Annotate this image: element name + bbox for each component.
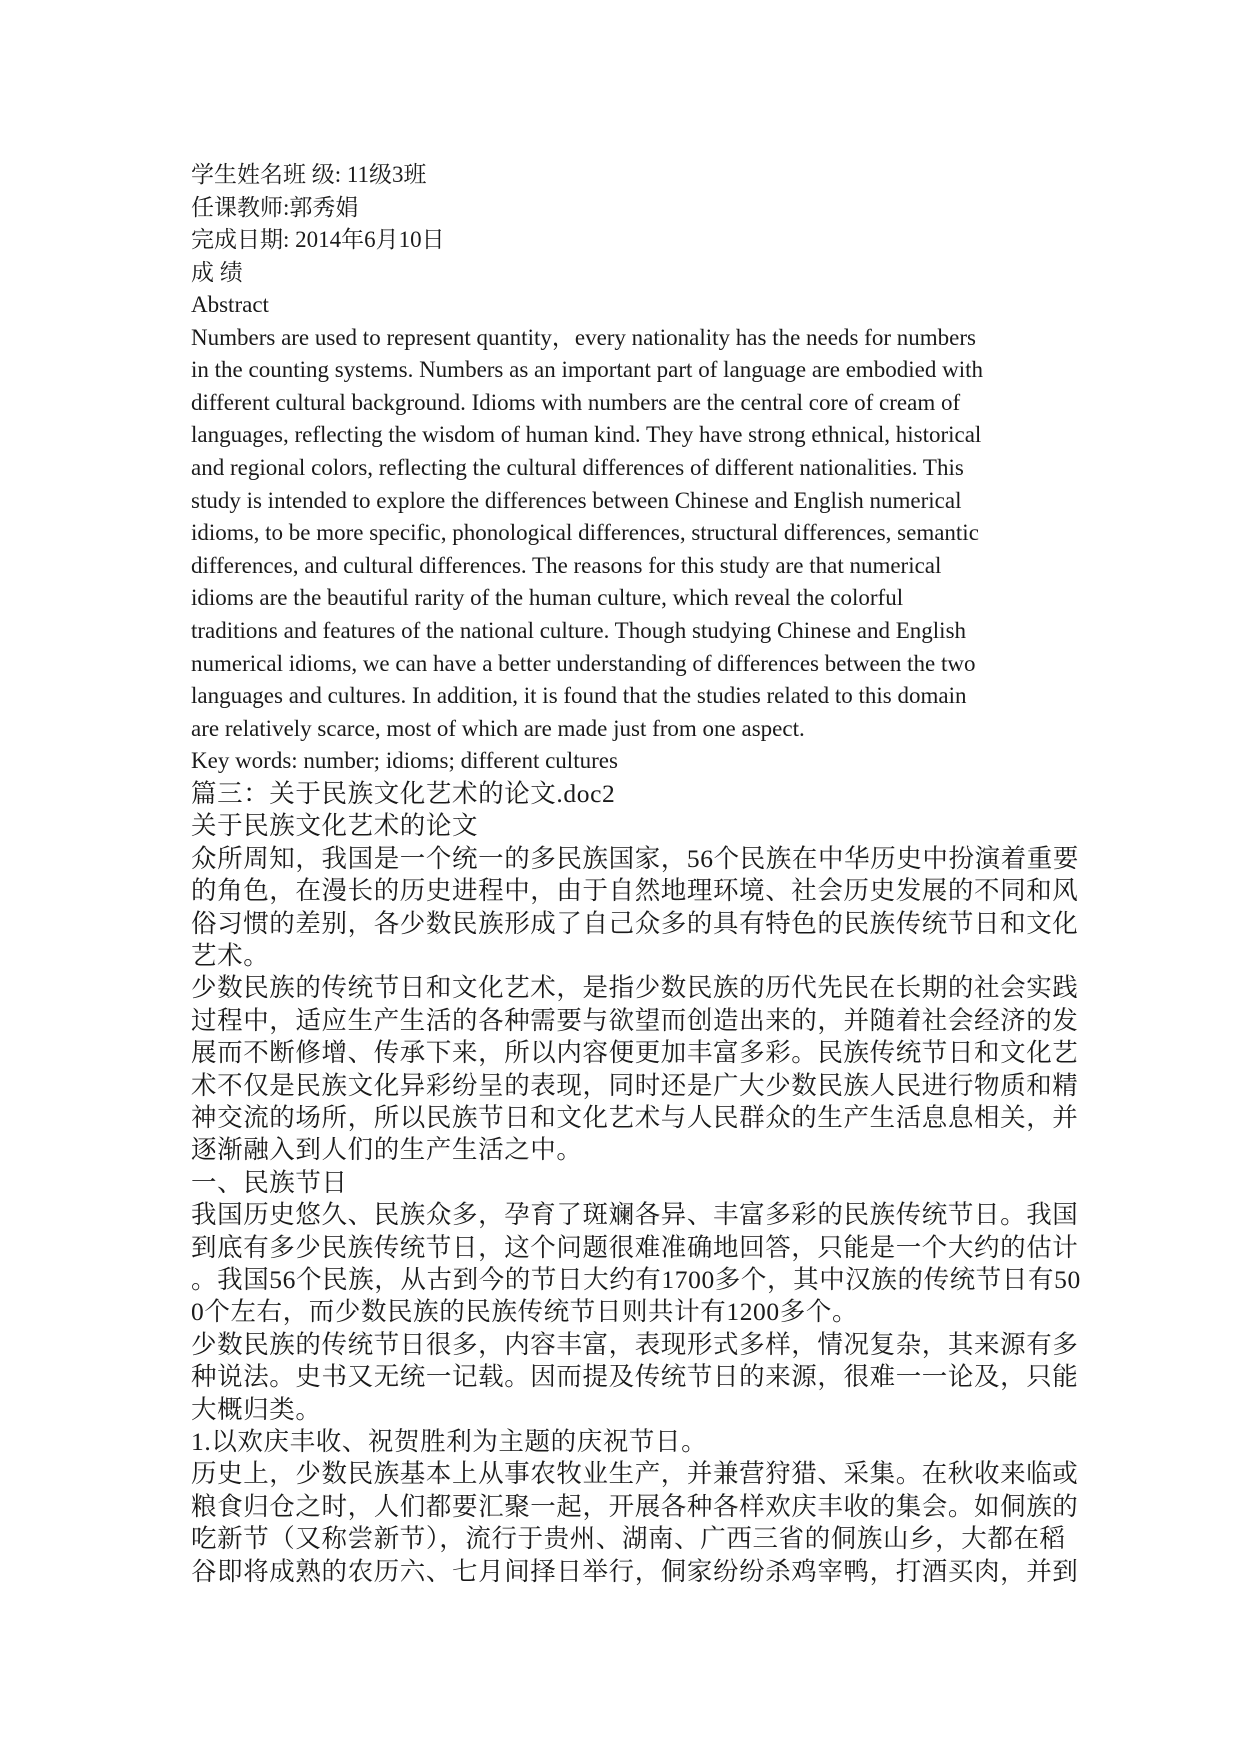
paragraph-origins — [191, 1329, 1079, 1426]
paragraph-line: 谷即将成熟的农历六、七月间择日举行，侗家纷纷杀鸡宰鸭，打酒买肉，并到 — [191, 1556, 1079, 1586]
paragraph-line: 大概归类。 — [191, 1394, 322, 1424]
paragraph-line: 艺术。 — [191, 940, 270, 970]
abstract-line: in the counting systems. Numbers as an important part of language are embodied with — [191, 357, 984, 383]
abstract-line: different cultural background. Idioms with numbers are the central core of cream of — [191, 389, 961, 415]
paragraph-line: 到底有多少民族传统节日，这个问题很难准确地回答，只能是一个大约的估计 — [191, 1232, 1079, 1262]
paragraph-line: 吃新节（又称尝新节），流行于贵州、湖南、广西三省的侗族山乡，大都在稻 — [191, 1524, 1066, 1554]
abstract-line: idioms, to be more specific, phonological differences, structural differences, semantic — [191, 520, 979, 546]
paragraph-line: 术不仅是民族文化异彩纷呈的表现，同时还是广大少数民族人民进行物质和精 — [191, 1070, 1079, 1100]
paragraph-history — [191, 1199, 1081, 1329]
paragraph-line: 的角色，在漫长的历史进程中，由于自然地理环境、社会历史发展的不同和风 — [191, 876, 1079, 906]
paragraph-line: 俗习惯的差别，各少数民族形成了自己众多的具有特色的民族传统节日和文化 — [191, 908, 1079, 938]
essay-section — [191, 778, 1081, 1588]
abstract-line: idioms are the beautiful rarity of the human culture, which reveal the colorful — [191, 585, 904, 611]
paragraph-line: 历史上，少数民族基本上从事农牧业生产，并兼营狩猎、采集。在秋收来临或 — [191, 1459, 1079, 1489]
paragraph-festivals-arts — [191, 972, 1079, 1166]
paragraph-line: 我国历史悠久、民族众多，孕育了斑斓各异、丰富多彩的民族传统节日。我国 — [191, 1200, 1079, 1230]
paragraph-line: 众所周知，我国是一个统一的多民族国家，56个民族在中华历史中扮演着重要 — [191, 843, 1080, 873]
abstract-line: languages, reflecting the wisdom of human kind. They have strong ethnical, historical — [191, 422, 982, 448]
paragraph-harvest — [191, 1458, 1079, 1588]
document-page — [191, 159, 1081, 1588]
abstract-section — [191, 289, 1061, 778]
abstract-line: languages and cultures. In addition, it is found that the studies related to this domain — [191, 683, 967, 709]
paragraph-line: 神交流的场所，所以民族节日和文化艺术与人民群众的生产生活息息相关，并 — [191, 1102, 1079, 1132]
grade-line: 成 绩 — [191, 259, 243, 285]
chapter-label: 篇三：关于民族文化艺术的论文.doc2 — [191, 778, 616, 808]
abstract-line: Numbers are used to represent quantity，every nationality has the needs for numbers — [191, 324, 976, 350]
section-heading: 一、民族节日 — [191, 1167, 348, 1197]
teacher-line: 任课教师:郭秀娟 — [191, 194, 359, 220]
abstract-line: numerical idioms, we can have a better understanding of differences between the two — [191, 650, 976, 676]
completion-date-line: 完成日期: 2014年6月10日 — [191, 227, 445, 252]
paragraph-line: 少数民族的传统节日很多，内容丰富，表现形式多样，情况复杂，其来源有多 — [191, 1329, 1079, 1359]
paragraph-line: 0个左右，而少数民族的民族传统节日则共计有1200多个。 — [191, 1297, 859, 1327]
keywords-line: Key words: number; idioms; different cultures — [191, 748, 618, 774]
abstract-line: study is intended to explore the differences between Chinese and English numerical — [191, 487, 962, 513]
student-class-line: 学生姓名班 级: 11级3班 — [191, 162, 427, 187]
abstract-heading: Abstract — [191, 292, 269, 317]
paragraph-intro — [191, 843, 1080, 973]
abstract-line: differences, and cultural differences. The reasons for this study are that numerical — [191, 552, 942, 578]
abstract-line: are relatively scarce, most of which are made just from one aspect. — [191, 715, 805, 741]
paragraph-line: 。我国56个民族，从古到今的节日大约有1700多个，其中汉族的传统节日有50 — [191, 1265, 1081, 1294]
paragraph-line: 逐渐融入到人们的生产生活之中。 — [191, 1135, 583, 1165]
essay-title: 关于民族文化艺术的论文 — [191, 811, 479, 841]
paragraph-line: 粮食归仓之时，人们都要汇聚一起，开展各种各样欢庆丰收的集会。如侗族的 — [191, 1491, 1079, 1521]
paragraph-line: 展而不断修增、传承下来，所以内容便更加丰富多彩。民族传统节日和文化艺 — [191, 1038, 1079, 1068]
abstract-line: traditions and features of the national culture. Though studying Chinese and English — [191, 617, 967, 643]
paragraph-line: 过程中，适应生产生活的各种需要与欲望而创造出来的，并随着社会经济的发 — [191, 1005, 1079, 1035]
subsection-heading: 1.以欢庆丰收、祝贺胜利为主题的庆祝节日。 — [191, 1427, 708, 1457]
paragraph-line: 种说法。史书又无统一记载。因而提及传统节日的来源，很难一一论及，只能 — [191, 1362, 1079, 1392]
abstract-line: and regional colors, reflecting the cultural differences of different nationalities. This — [191, 454, 964, 480]
header-block — [191, 159, 1061, 289]
paragraph-line: 少数民族的传统节日和文化艺术，是指少数民族的历代先民在长期的社会实践 — [191, 973, 1079, 1003]
